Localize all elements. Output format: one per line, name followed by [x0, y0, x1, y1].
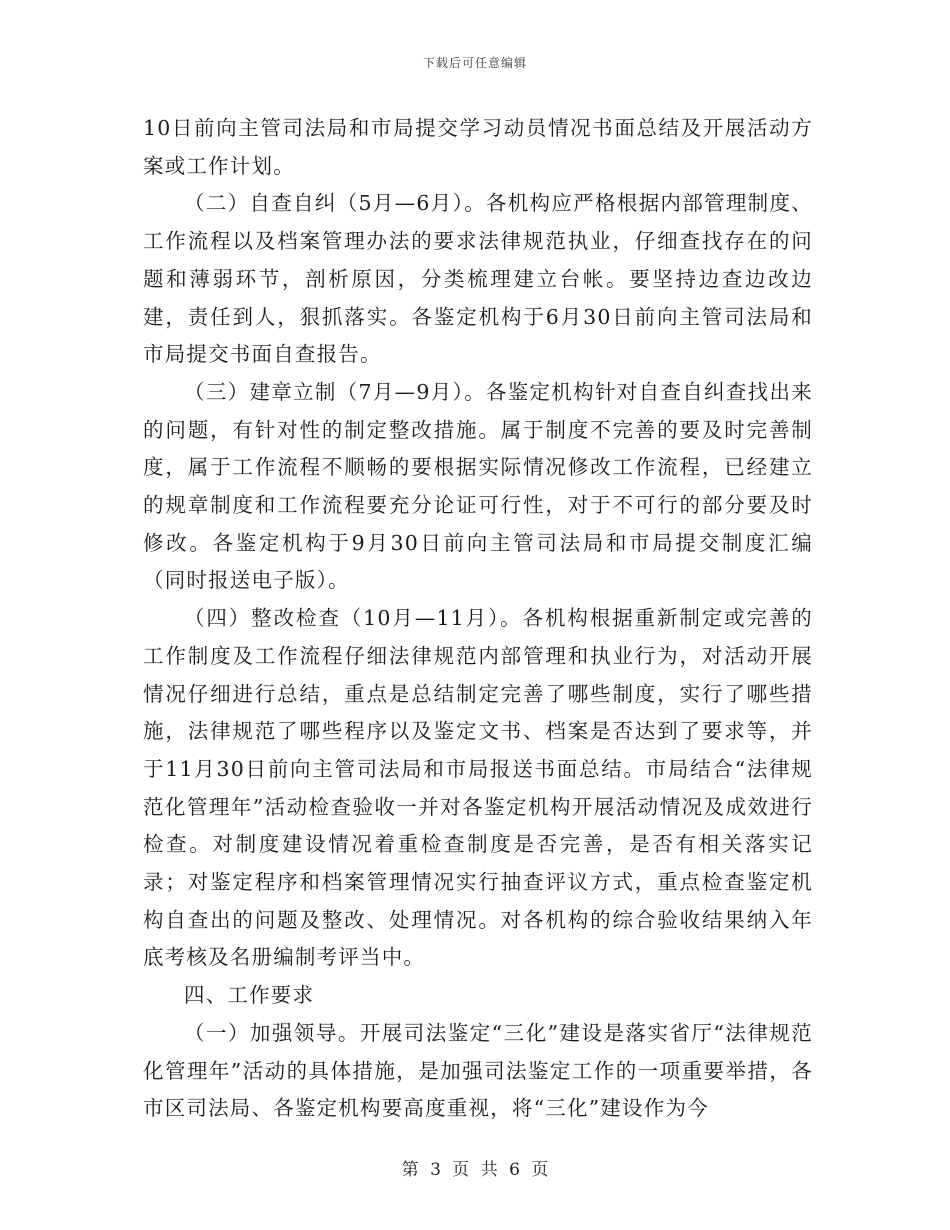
paragraph-continuation: 10日前向主管司法局和市局提交学习动员情况书面总结及开展活动方案或工作计划。 — [143, 116, 813, 178]
page-header: 下载后可任意编辑 — [422, 56, 527, 70]
paragraph-rectification-check: （四）整改检查（10月—11月）。各机构根据重新制定或完善的工作制度及工作流程仔细法律规范内部管理和执业行为，对活动开展情况仔细进行总结，重点是总结制定完善了哪些制度，实行了哪些措施，法律规范了哪些程序以及鉴定文书、档案是否达到了要求等，并于11月30日前向主管司法局和市局报送书面总结。市局结合“法律规范化管理年”活动检查验收一并对各鉴定机构开展活动情况及成效进行检查。对制度建设情况着重检查制度是否完善，是否有相关落实记录；对鉴定程序和档案管理情况实行抽查评议方式，重点检查鉴定机构自查出的问题及整改、处理情况。对各机构的综合验收结果纳入年底考核及名册编制考评当中。 — [143, 606, 813, 970]
footer-page-char: 页 — [452, 1160, 470, 1180]
page-footer — [0, 1155, 950, 1180]
footer-total-pages: 6 — [509, 1160, 520, 1180]
footer-total-char: 共 — [480, 1160, 498, 1180]
paragraph-strengthen-leadership: （一）加强领导。开展司法鉴定“三化”建设是落实省厅“法律规范化管理年”活动的具体措施，是加强司法鉴定工作的一项重要举措，各市区司法局、各鉴定机构要高度重视，将“三化”建设作为今 — [143, 1020, 813, 1121]
footer-suffix: 页 — [531, 1160, 549, 1180]
paragraph-rule-building: （三）建章立制（7月—9月）。各鉴定机构针对自查自纠查找出来的问题，有针对性的制定整改措施。属于制度不完善的要及时完善制度，属于工作流程不顺畅的要根据实际情况修改工作流程，已经建立的规章制度和工作流程要充分论证可行性，对于不可行的部分要及时修改。各鉴定机构于9月30日前向主管司法局和市局提交制度汇编（同时报送电子版）。 — [143, 379, 813, 593]
footer-prefix: 第 — [401, 1160, 419, 1180]
section-heading-work-requirements: 四、工作要求 — [184, 983, 315, 1008]
footer-current-page: 3 — [430, 1160, 441, 1180]
document-body — [143, 110, 813, 1128]
paragraph-self-inspection: （二）自查自纠（5月—6月）。各机构应严格根据内部管理制度、工作流程以及档案管理办法的要求法律规范执业，仔细查找存在的问题和薄弱环节，剖析原因，分类梳理建立台帐。要坚持边查边改边建，责任到人，狠抓落实。各鉴定机构于6月30日前向主管司法局和市局提交书面自查报告。 — [143, 191, 813, 367]
